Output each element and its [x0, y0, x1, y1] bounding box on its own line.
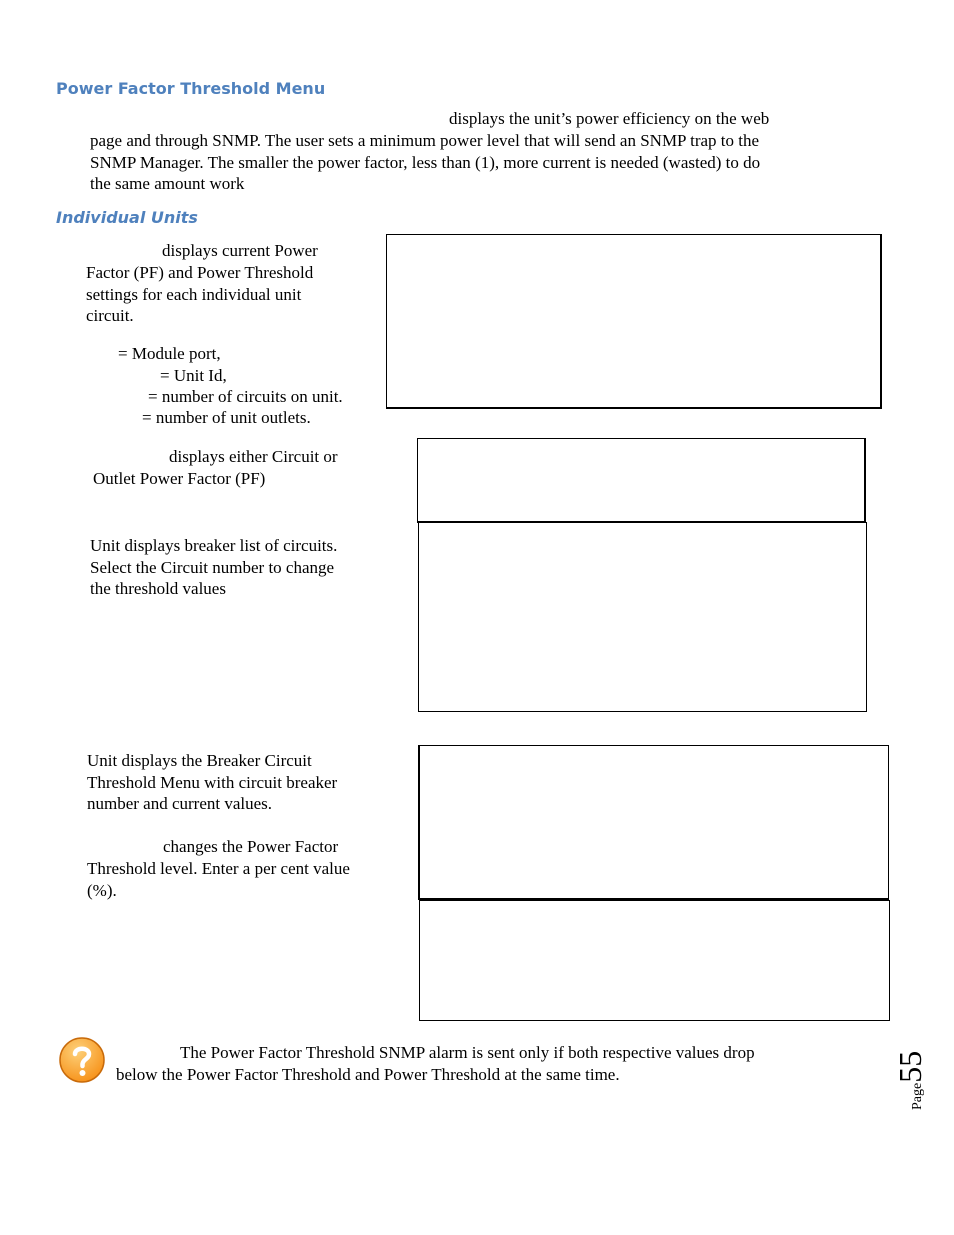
block5-line-3: (%).: [87, 880, 117, 900]
intro-line-3: SNMP Manager. The smaller the power factor, less than (1), more current is needed (wasted) to do: [90, 152, 761, 172]
block5-line-2: Threshold level. Enter a per cent value: [87, 859, 350, 878]
intro-paragraph: [90, 130, 850, 195]
screenshot-frame-2: [417, 438, 866, 523]
block3-line-1: Unit displays breaker list of circuits.: [90, 536, 338, 555]
block3-text: [90, 535, 337, 600]
note-line-2: below the Power Factor Threshold and Power Threshold at the same time.: [116, 1065, 620, 1084]
block2-line-2: Outlet Power Factor (PF): [93, 469, 266, 488]
block1-line-2: Factor (PF) and Power Threshold: [86, 263, 314, 282]
legend-circuits: = number of circuits on unit.: [148, 387, 343, 406]
block1-line-4: circuit.: [86, 306, 134, 326]
block1-line-3: settings for each individual unit: [86, 284, 302, 304]
page-word: Page: [910, 1082, 925, 1110]
screenshot-frame-3: [418, 522, 867, 712]
block4-text: [87, 750, 337, 815]
note-line-1: The Power Factor Threshold SNMP alarm is sent only if both respective values drop: [180, 1043, 755, 1062]
block4-line-1: Unit displays the Breaker Circuit: [87, 751, 312, 770]
screenshot-frame-4: [418, 745, 889, 900]
block5-text: [87, 858, 350, 901]
subsection-title: Individual Units: [56, 208, 198, 227]
legend-outlets: = number of unit outlets.: [142, 408, 311, 427]
screenshot-frame-1: [386, 234, 882, 409]
block2-line-1: displays either Circuit or: [169, 447, 338, 466]
block1-text: [86, 262, 313, 327]
block4-line-3: number and current values.: [87, 794, 273, 814]
legend-module-port: = Module port,: [118, 344, 221, 363]
block5-line-1: changes the Power Factor: [163, 837, 339, 856]
intro-line-1: displays the unit’s power efficiency on the web: [449, 109, 770, 128]
intro-line-4: the same amount work: [90, 174, 245, 194]
intro-line-2: page and through SNMP. The user sets a minimum power level that will send an SNMP trap to the: [90, 131, 760, 150]
page-number: [892, 1030, 942, 1110]
section-title: Power Factor Threshold Menu: [56, 79, 326, 98]
block3-line-2: Select the Circuit number to change: [90, 557, 335, 577]
block3-line-3: the threshold values: [90, 579, 226, 599]
page-num: 55: [892, 1050, 928, 1083]
screenshot-frame-5: [419, 900, 890, 1021]
block1-line-1: displays current Power: [162, 241, 318, 260]
legend-unit-id: = Unit Id,: [160, 366, 227, 385]
question-mark-icon: [58, 1036, 106, 1084]
block4-line-2: Threshold Menu with circuit breaker: [87, 772, 338, 792]
